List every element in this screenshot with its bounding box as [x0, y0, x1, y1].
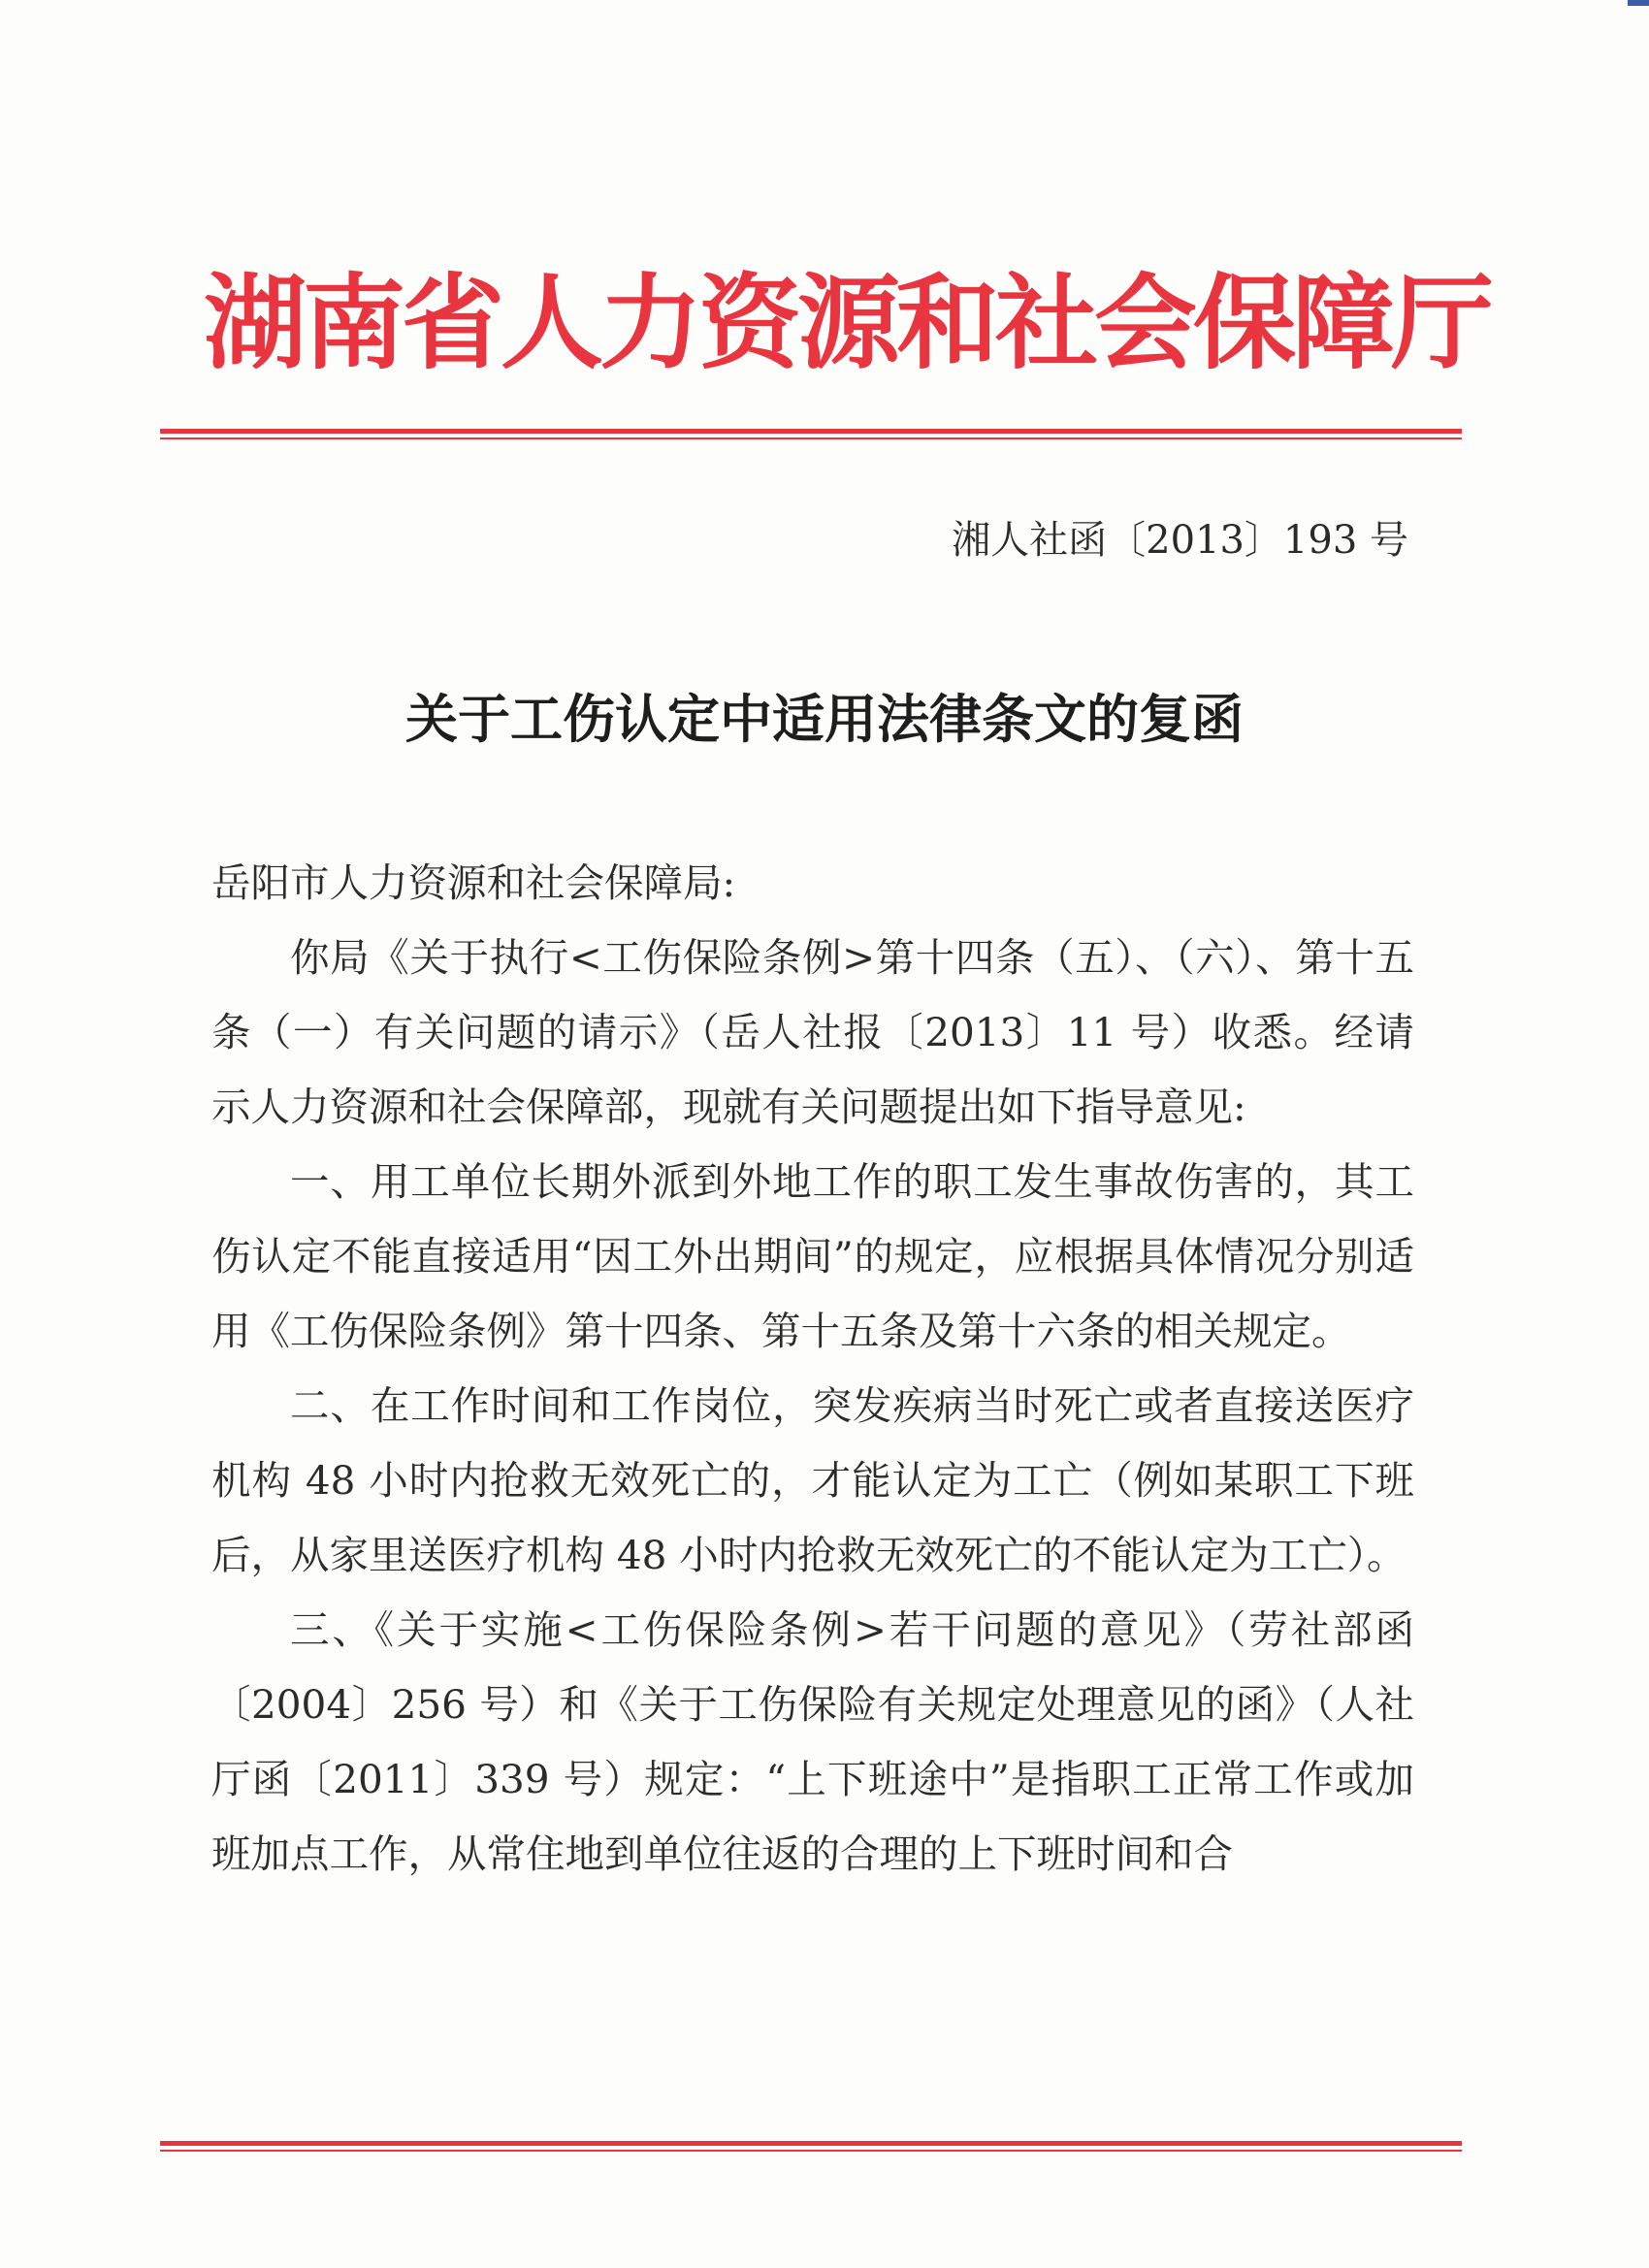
body-paragraph: 三、《关于实施<工伤保险条例>若干问题的意见》（劳社部函〔2004〕256 号）和《关于工伤保险有关规定处理意见的函》（人社厅函〔2011〕339 号）规定：“上下班途中”是指职工正常工作或加班加点工作，从常住地到单位往返的合理的上下班时间和合	[211, 1606, 1414, 1877]
salutation: 岳阳市人力资源和社会保障局:	[211, 859, 736, 906]
letterhead-org-name: 湖南省人力资源和社会保障厅	[204, 262, 1490, 383]
scan-edge-mark	[1628, 0, 1649, 6]
document-title: 关于工伤认定中适用法律条文的复函	[405, 688, 1244, 750]
footer-divider-thick	[160, 2141, 1462, 2146]
footer-divider-thin	[160, 2150, 1462, 2152]
body-paragraph: 你局《关于执行<工伤保险条例>第十四条（五）、（六）、第十五条（一）有关问题的请示》（岳人社报〔2013〕11 号）收悉。经请示人力资源和社会保障部，现就有关问题提出如下指导意见:	[211, 934, 1414, 1130]
document-number: 湘人社函〔2013〕193 号	[952, 518, 1408, 563]
letterhead-divider-thin	[160, 437, 1462, 439]
body-paragraph: 一、用工单位长期外派到外地工作的职工发生事故伤害的，其工伤认定不能直接适用“因工外出期间”的规定，应根据具体情况分别适用《工伤保险条例》第十四条、第十五条及第十六条的相关规定。	[211, 1158, 1414, 1354]
body-paragraph: 二、在工作时间和工作岗位，突发疾病当时死亡或者直接送医疗机构 48 小时内抢救无效死亡的，才能认定为工亡（例如某职工下班后，从家里送医疗机构 48 小时内抢救无效死亡的不能认定为工亡）。	[211, 1382, 1414, 1578]
letterhead-divider-thick	[160, 429, 1462, 434]
document-body	[211, 846, 1414, 1892]
